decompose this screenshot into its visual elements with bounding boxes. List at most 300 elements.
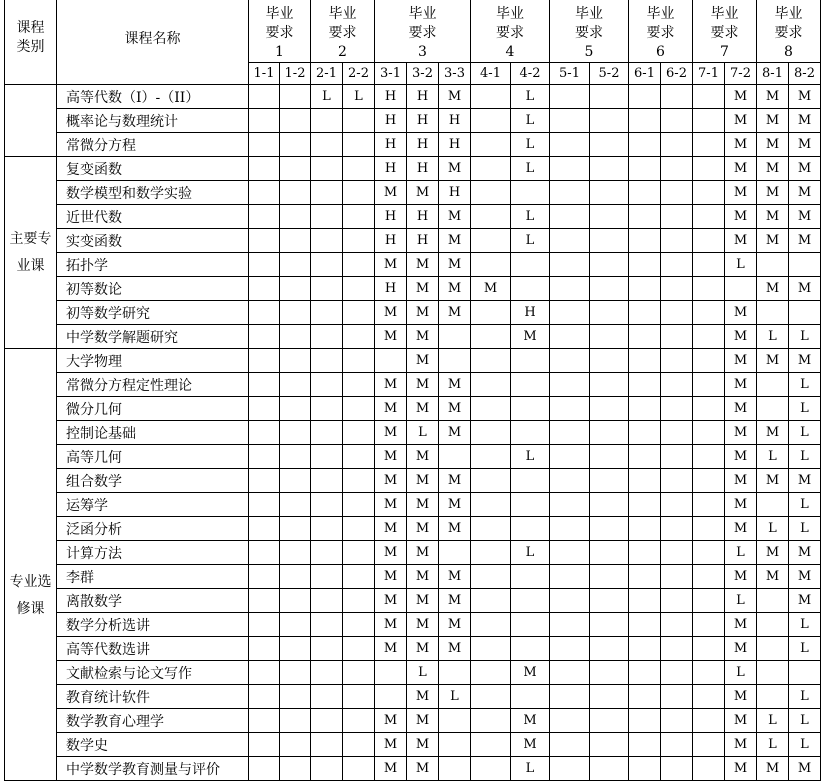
support-level-cell: L bbox=[511, 445, 550, 469]
support-level-cell bbox=[629, 109, 661, 133]
support-level-cell: M bbox=[407, 469, 439, 493]
support-level-cell bbox=[249, 517, 280, 541]
course-name: 高等代数选讲 bbox=[57, 637, 249, 661]
support-level-cell bbox=[590, 277, 629, 301]
support-level-cell bbox=[343, 373, 375, 397]
support-level-cell bbox=[629, 373, 661, 397]
support-level-cell bbox=[343, 421, 375, 445]
support-level-cell bbox=[550, 157, 590, 181]
support-level-cell bbox=[693, 109, 725, 133]
table-row bbox=[5, 661, 821, 685]
support-level-cell bbox=[471, 397, 511, 421]
support-level-cell: M bbox=[511, 661, 550, 685]
sub-requirement-header: 4-2 bbox=[511, 63, 550, 85]
support-level-cell bbox=[249, 325, 280, 349]
support-level-cell bbox=[471, 421, 511, 445]
support-level-cell: L bbox=[757, 445, 789, 469]
support-level-cell bbox=[280, 637, 311, 661]
support-level-cell: M bbox=[725, 469, 757, 493]
support-level-cell bbox=[661, 709, 693, 733]
support-level-cell bbox=[439, 349, 471, 373]
support-level-cell: M bbox=[725, 205, 757, 229]
support-level-cell bbox=[661, 253, 693, 277]
support-level-cell bbox=[471, 565, 511, 589]
support-level-cell bbox=[280, 493, 311, 517]
support-level-cell bbox=[693, 421, 725, 445]
support-level-cell bbox=[661, 589, 693, 613]
support-level-cell bbox=[249, 541, 280, 565]
support-level-cell bbox=[343, 469, 375, 493]
support-level-cell: M bbox=[407, 397, 439, 421]
support-level-cell: L bbox=[725, 589, 757, 613]
support-level-cell bbox=[439, 661, 471, 685]
table-row bbox=[5, 565, 821, 589]
support-level-cell bbox=[590, 589, 629, 613]
support-level-cell bbox=[629, 613, 661, 637]
category-cell: 主要专业课 bbox=[5, 157, 57, 349]
support-level-cell bbox=[629, 325, 661, 349]
support-level-cell: M bbox=[789, 469, 821, 493]
support-level-cell bbox=[661, 325, 693, 349]
support-level-cell bbox=[590, 229, 629, 253]
support-level-cell bbox=[693, 301, 725, 325]
support-level-cell bbox=[693, 349, 725, 373]
requirement-header-7: 毕业 要求 7 bbox=[693, 0, 757, 63]
support-level-cell bbox=[280, 469, 311, 493]
support-level-cell: M bbox=[789, 85, 821, 109]
support-level-cell: M bbox=[471, 277, 511, 301]
support-level-cell: M bbox=[725, 613, 757, 637]
support-level-cell bbox=[343, 517, 375, 541]
requirement-header-3: 毕业 要求 3 bbox=[375, 0, 471, 63]
support-level-cell: L bbox=[789, 397, 821, 421]
support-level-cell: M bbox=[375, 325, 407, 349]
support-level-cell bbox=[439, 541, 471, 565]
support-level-cell bbox=[511, 637, 550, 661]
support-level-cell bbox=[511, 517, 550, 541]
support-level-cell: M bbox=[407, 709, 439, 733]
support-level-cell bbox=[311, 349, 343, 373]
support-level-cell bbox=[590, 157, 629, 181]
support-level-cell: M bbox=[375, 181, 407, 205]
support-level-cell: M bbox=[789, 229, 821, 253]
support-level-cell: M bbox=[757, 277, 789, 301]
table-row bbox=[5, 613, 821, 637]
support-level-cell bbox=[471, 493, 511, 517]
support-level-cell bbox=[280, 757, 311, 781]
support-level-cell: L bbox=[757, 325, 789, 349]
support-level-cell: M bbox=[407, 541, 439, 565]
support-level-cell bbox=[511, 685, 550, 709]
table-row bbox=[5, 493, 821, 517]
support-level-cell bbox=[280, 709, 311, 733]
support-level-cell: M bbox=[439, 613, 471, 637]
category-header: 课程 类别 bbox=[5, 0, 57, 85]
support-level-cell: H bbox=[407, 205, 439, 229]
table-row bbox=[5, 205, 821, 229]
support-level-cell: M bbox=[375, 565, 407, 589]
course-name: 泛函分析 bbox=[57, 517, 249, 541]
course-name: 高等代数（I）-（II） bbox=[57, 85, 249, 109]
course-name: 初等数论 bbox=[57, 277, 249, 301]
support-level-cell bbox=[280, 229, 311, 253]
support-level-cell bbox=[757, 613, 789, 637]
support-level-cell bbox=[629, 541, 661, 565]
support-level-cell: L bbox=[407, 421, 439, 445]
support-level-cell: L bbox=[511, 157, 550, 181]
support-level-cell bbox=[693, 325, 725, 349]
support-level-cell bbox=[661, 301, 693, 325]
support-level-cell: M bbox=[375, 445, 407, 469]
support-level-cell: M bbox=[725, 349, 757, 373]
table-row bbox=[5, 757, 821, 781]
support-level-cell: M bbox=[439, 397, 471, 421]
support-level-cell bbox=[661, 229, 693, 253]
support-level-cell: M bbox=[725, 733, 757, 757]
support-level-cell bbox=[280, 589, 311, 613]
support-level-cell bbox=[249, 205, 280, 229]
support-level-cell bbox=[590, 541, 629, 565]
support-level-cell bbox=[471, 445, 511, 469]
support-level-cell: M bbox=[375, 757, 407, 781]
support-level-cell: M bbox=[511, 709, 550, 733]
support-level-cell bbox=[249, 181, 280, 205]
support-level-cell bbox=[590, 349, 629, 373]
support-level-cell bbox=[550, 85, 590, 109]
course-name: 概率论与数理统计 bbox=[57, 109, 249, 133]
support-level-cell bbox=[311, 397, 343, 421]
support-level-cell: L bbox=[757, 733, 789, 757]
support-level-cell: H bbox=[439, 133, 471, 157]
support-level-cell bbox=[693, 541, 725, 565]
support-level-cell bbox=[280, 541, 311, 565]
support-level-cell bbox=[249, 613, 280, 637]
support-level-cell bbox=[661, 733, 693, 757]
support-level-cell: H bbox=[511, 301, 550, 325]
support-level-cell bbox=[311, 661, 343, 685]
sub-requirement-header: 2-1 bbox=[311, 63, 343, 85]
support-level-cell: L bbox=[511, 757, 550, 781]
support-level-cell: M bbox=[757, 205, 789, 229]
support-level-cell: L bbox=[789, 445, 821, 469]
requirement-header-row bbox=[5, 0, 821, 63]
support-level-cell bbox=[343, 613, 375, 637]
support-level-cell: M bbox=[725, 517, 757, 541]
support-level-cell bbox=[343, 709, 375, 733]
support-level-cell: M bbox=[725, 181, 757, 205]
table-row bbox=[5, 541, 821, 565]
support-level-cell: H bbox=[407, 157, 439, 181]
support-level-cell bbox=[280, 421, 311, 445]
support-level-cell bbox=[757, 253, 789, 277]
support-level-cell bbox=[590, 445, 629, 469]
support-level-cell bbox=[550, 277, 590, 301]
support-level-cell bbox=[590, 253, 629, 277]
support-level-cell bbox=[725, 277, 757, 301]
table-row bbox=[5, 469, 821, 493]
support-level-cell bbox=[343, 229, 375, 253]
support-level-cell bbox=[471, 181, 511, 205]
support-level-cell bbox=[471, 301, 511, 325]
support-level-cell: M bbox=[511, 733, 550, 757]
support-level-cell: M bbox=[789, 109, 821, 133]
course-name: 离散数学 bbox=[57, 589, 249, 613]
support-level-cell bbox=[629, 469, 661, 493]
support-level-cell bbox=[661, 757, 693, 781]
table-row bbox=[5, 685, 821, 709]
support-level-cell: L bbox=[789, 709, 821, 733]
support-level-cell bbox=[311, 253, 343, 277]
support-level-cell bbox=[249, 685, 280, 709]
requirement-header-1: 毕业 要求 1 bbox=[249, 0, 311, 63]
support-level-cell bbox=[280, 253, 311, 277]
support-level-cell bbox=[629, 253, 661, 277]
support-level-cell: M bbox=[439, 157, 471, 181]
support-level-cell: L bbox=[725, 541, 757, 565]
support-level-cell bbox=[311, 205, 343, 229]
support-level-cell: L bbox=[789, 325, 821, 349]
support-level-cell bbox=[471, 325, 511, 349]
support-level-cell: H bbox=[407, 229, 439, 253]
support-level-cell bbox=[375, 685, 407, 709]
support-level-cell bbox=[249, 757, 280, 781]
support-level-cell: M bbox=[439, 565, 471, 589]
support-level-cell: L bbox=[789, 421, 821, 445]
support-level-cell bbox=[693, 373, 725, 397]
support-level-cell bbox=[249, 301, 280, 325]
support-level-cell: M bbox=[757, 157, 789, 181]
support-level-cell bbox=[471, 661, 511, 685]
support-level-cell bbox=[280, 349, 311, 373]
support-level-cell bbox=[311, 109, 343, 133]
support-level-cell: M bbox=[375, 541, 407, 565]
support-level-cell: M bbox=[789, 589, 821, 613]
support-level-cell bbox=[249, 85, 280, 109]
support-level-cell: M bbox=[439, 517, 471, 541]
support-level-cell bbox=[471, 109, 511, 133]
table-row bbox=[5, 397, 821, 421]
support-level-cell bbox=[629, 493, 661, 517]
support-level-cell bbox=[693, 733, 725, 757]
support-level-cell bbox=[550, 373, 590, 397]
support-level-cell bbox=[590, 637, 629, 661]
support-level-cell bbox=[343, 733, 375, 757]
support-level-cell bbox=[550, 733, 590, 757]
support-level-cell bbox=[661, 133, 693, 157]
support-level-cell bbox=[693, 181, 725, 205]
support-level-cell: L bbox=[311, 85, 343, 109]
support-level-cell bbox=[471, 613, 511, 637]
support-level-cell bbox=[311, 565, 343, 589]
table-row bbox=[5, 445, 821, 469]
support-level-cell bbox=[629, 733, 661, 757]
support-level-cell bbox=[550, 493, 590, 517]
support-level-cell: M bbox=[375, 733, 407, 757]
support-level-cell bbox=[757, 685, 789, 709]
support-level-cell bbox=[511, 181, 550, 205]
support-level-cell bbox=[249, 109, 280, 133]
support-level-cell bbox=[693, 685, 725, 709]
support-level-cell bbox=[550, 133, 590, 157]
support-level-cell bbox=[661, 349, 693, 373]
support-level-cell: M bbox=[375, 421, 407, 445]
support-level-cell bbox=[693, 469, 725, 493]
support-level-cell bbox=[661, 469, 693, 493]
support-level-cell bbox=[629, 349, 661, 373]
support-level-cell bbox=[590, 109, 629, 133]
support-level-cell bbox=[590, 85, 629, 109]
support-level-cell bbox=[629, 565, 661, 589]
sub-requirement-header: 5-2 bbox=[590, 63, 629, 85]
support-level-cell: M bbox=[375, 373, 407, 397]
support-level-cell: M bbox=[757, 421, 789, 445]
support-level-cell bbox=[590, 517, 629, 541]
support-level-cell bbox=[661, 661, 693, 685]
table-row bbox=[5, 733, 821, 757]
support-level-cell bbox=[693, 661, 725, 685]
support-level-cell bbox=[757, 661, 789, 685]
support-level-cell bbox=[590, 565, 629, 589]
support-level-cell: M bbox=[757, 85, 789, 109]
support-level-cell bbox=[590, 661, 629, 685]
support-level-cell bbox=[693, 589, 725, 613]
table-row bbox=[5, 301, 821, 325]
support-level-cell bbox=[249, 445, 280, 469]
table-row bbox=[5, 349, 821, 373]
course-name: 复变函数 bbox=[57, 157, 249, 181]
support-level-cell bbox=[661, 445, 693, 469]
sub-requirement-header: 5-1 bbox=[550, 63, 590, 85]
support-level-cell bbox=[693, 757, 725, 781]
support-level-cell bbox=[550, 229, 590, 253]
support-level-cell bbox=[550, 637, 590, 661]
support-level-cell: L bbox=[725, 661, 757, 685]
sub-requirement-header: 3-1 bbox=[375, 63, 407, 85]
support-level-cell bbox=[661, 541, 693, 565]
requirement-header-5: 毕业 要求 5 bbox=[550, 0, 629, 63]
support-level-cell bbox=[343, 325, 375, 349]
support-level-cell bbox=[471, 757, 511, 781]
support-level-cell: M bbox=[407, 565, 439, 589]
support-level-cell bbox=[249, 157, 280, 181]
support-level-cell bbox=[280, 733, 311, 757]
support-level-cell bbox=[280, 373, 311, 397]
support-level-cell bbox=[550, 397, 590, 421]
support-level-cell bbox=[249, 133, 280, 157]
support-level-cell: M bbox=[407, 445, 439, 469]
support-level-cell bbox=[343, 133, 375, 157]
support-level-cell bbox=[343, 181, 375, 205]
support-level-cell: M bbox=[439, 493, 471, 517]
support-level-cell bbox=[311, 685, 343, 709]
support-level-cell bbox=[343, 589, 375, 613]
support-level-cell bbox=[550, 709, 590, 733]
support-level-cell bbox=[550, 589, 590, 613]
support-level-cell bbox=[343, 637, 375, 661]
support-level-cell bbox=[757, 493, 789, 517]
support-level-cell bbox=[311, 469, 343, 493]
support-level-cell bbox=[343, 397, 375, 421]
table-row bbox=[5, 709, 821, 733]
support-level-cell bbox=[311, 493, 343, 517]
support-level-cell bbox=[439, 757, 471, 781]
support-level-cell bbox=[280, 565, 311, 589]
support-level-cell bbox=[311, 229, 343, 253]
support-level-cell bbox=[343, 109, 375, 133]
course-name: 李群 bbox=[57, 565, 249, 589]
support-level-cell bbox=[693, 517, 725, 541]
support-level-cell bbox=[789, 661, 821, 685]
support-level-cell bbox=[280, 157, 311, 181]
support-level-cell bbox=[629, 685, 661, 709]
support-level-cell: M bbox=[407, 493, 439, 517]
support-level-cell bbox=[629, 589, 661, 613]
support-level-cell bbox=[511, 493, 550, 517]
support-level-cell bbox=[789, 253, 821, 277]
support-level-cell: M bbox=[407, 757, 439, 781]
support-level-cell bbox=[311, 157, 343, 181]
support-level-cell bbox=[311, 277, 343, 301]
course-name: 计算方法 bbox=[57, 541, 249, 565]
support-level-cell: M bbox=[757, 133, 789, 157]
support-level-cell bbox=[661, 277, 693, 301]
course-name: 教育统计软件 bbox=[57, 685, 249, 709]
support-level-cell: L bbox=[789, 613, 821, 637]
support-level-cell bbox=[511, 613, 550, 637]
support-level-cell: M bbox=[725, 109, 757, 133]
course-name: 常微分方程定性理论 bbox=[57, 373, 249, 397]
course-name: 高等几何 bbox=[57, 445, 249, 469]
support-level-cell: M bbox=[789, 277, 821, 301]
support-level-cell: L bbox=[343, 85, 375, 109]
support-level-cell: L bbox=[789, 517, 821, 541]
support-level-cell bbox=[590, 325, 629, 349]
sub-requirement-header: 2-2 bbox=[343, 63, 375, 85]
support-level-cell bbox=[550, 301, 590, 325]
support-level-cell bbox=[343, 685, 375, 709]
support-level-cell: M bbox=[789, 757, 821, 781]
support-level-cell bbox=[550, 181, 590, 205]
support-level-cell: M bbox=[725, 445, 757, 469]
support-level-cell: M bbox=[725, 325, 757, 349]
support-level-cell: M bbox=[375, 589, 407, 613]
support-level-cell: M bbox=[757, 229, 789, 253]
support-level-cell bbox=[280, 133, 311, 157]
support-level-cell: M bbox=[407, 373, 439, 397]
support-level-cell: M bbox=[789, 349, 821, 373]
support-level-cell bbox=[249, 349, 280, 373]
support-level-cell bbox=[343, 541, 375, 565]
support-level-cell bbox=[511, 469, 550, 493]
sub-requirement-header: 1-1 bbox=[249, 63, 280, 85]
support-level-cell bbox=[590, 613, 629, 637]
support-level-cell bbox=[343, 445, 375, 469]
course-name: 组合数学 bbox=[57, 469, 249, 493]
support-level-cell bbox=[375, 349, 407, 373]
support-level-cell bbox=[471, 517, 511, 541]
table-row bbox=[5, 157, 821, 181]
sub-requirement-header: 3-2 bbox=[407, 63, 439, 85]
support-level-cell bbox=[629, 133, 661, 157]
support-level-cell bbox=[471, 205, 511, 229]
requirement-header-6: 毕业 要求 6 bbox=[629, 0, 693, 63]
support-level-cell: M bbox=[757, 565, 789, 589]
support-level-cell bbox=[693, 397, 725, 421]
support-level-cell bbox=[590, 373, 629, 397]
support-level-cell: M bbox=[407, 301, 439, 325]
course-requirement-matrix bbox=[4, 0, 821, 781]
support-level-cell bbox=[661, 397, 693, 421]
